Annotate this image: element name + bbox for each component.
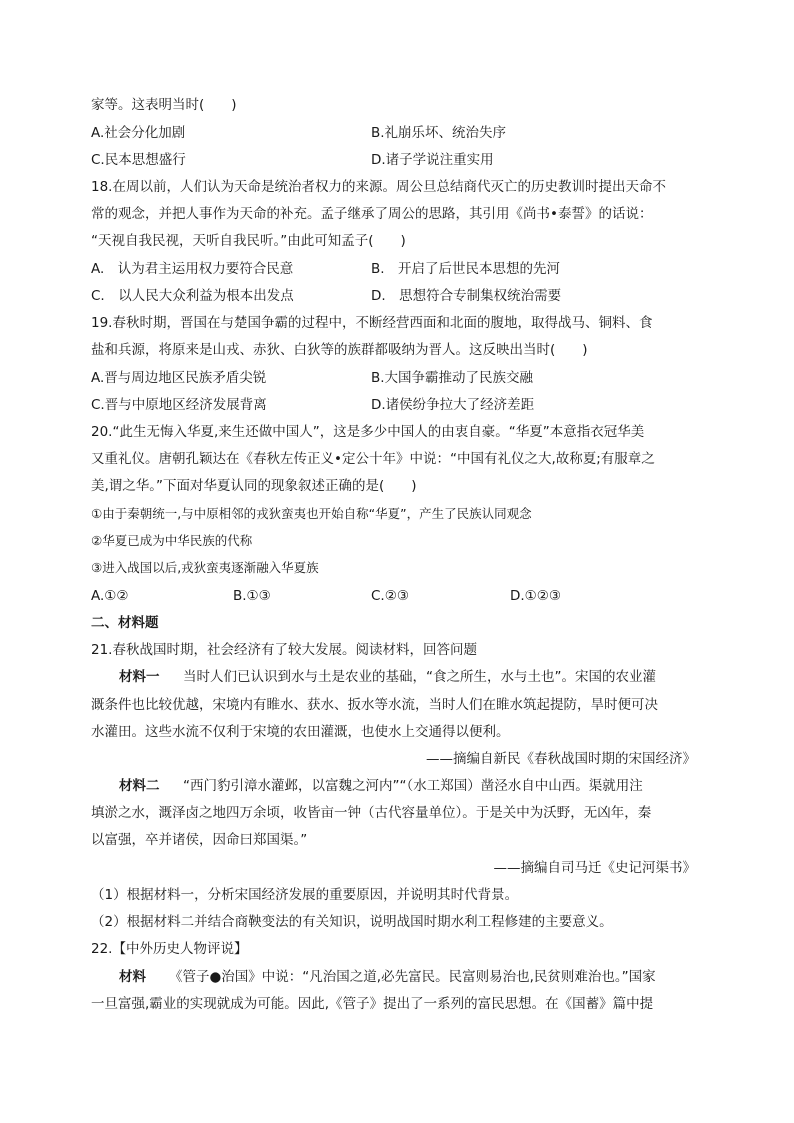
q18-option-a: A. 认为君主运用权力要符合民意 [91, 261, 294, 277]
q19-stem-line-1: 19.春秋时期，晋国在与楚国争霸的过程中，不断经营西面和北面的腹地，取得战马、铜料、食 [91, 315, 653, 331]
q19-option-a: A.晋与周边地区民族矛盾尖锐 [91, 370, 267, 386]
q18-stem-line-2: 常的观念，并把人事作为天命的补充。孟子继承了周公的思路，其引用《尚书•泰誓》的话说： [91, 206, 653, 222]
q20-stem-line-2: 又重礼仪。唐朝孔颖达在《春秋左传正义•定公十年》中说：“中国有礼仪之大,故称夏;有服章之 [91, 451, 655, 467]
q21-intro: 21.春秋战国时期，社会经济有了较大发展。阅读材料，回答问题 [91, 642, 477, 658]
q20-stem-line-3: 美,谓之华。”下面对华夏认同的现象叙述正确的是( ) [91, 478, 417, 494]
q21-material1-label: 材料一 [119, 669, 160, 685]
q20-option-d: D.①②③ [510, 588, 561, 604]
q19-option-c: C.晋与中原地区经济发展背离 [91, 397, 267, 413]
q17-option-b: B.礼崩乐坏、统治失序 [371, 125, 507, 141]
q21-material2-line-1: “西门豹引漳水灌邺，以富魏之河内”“（水工郑国）凿泾水自中山西。渠就用注 [183, 778, 643, 794]
q18-stem-line-1: 18.在周以前，人们认为天命是统治者权力的来源。周公旦总结商代灭亡的历史教训时提出天命不 [91, 179, 666, 195]
q20-option-b: B.①③ [233, 588, 271, 604]
q21-question-2: （2）根据材料二并结合商鞅变法的有关知识，说明战国时期水利工程修建的主要意义。 [91, 914, 613, 930]
q22-material-line-2: 一旦富强,霸业的实现就成为可能。因此,《管子》提出了一系列的富民思想。在《国蓄》篇中提 [91, 996, 654, 1012]
q19-stem-line-2: 盐和兵源，将原来是山戎、赤狄、白狄等的族群都吸纳为晋人。这反映出当时( ) [91, 342, 588, 358]
q21-question-1: （1）根据材料一，分析宋国经济发展的重要原因，并说明其时代背景。 [91, 887, 519, 903]
q21-material1-line-1: 当时人们已认识到水与土是农业的基础，“食之所生，水与土也”。宋国的农业灌 [183, 669, 656, 685]
q21-material2-label: 材料二 [119, 778, 160, 794]
q20-statement-2: ②华夏已成为中华民族的代称 [91, 533, 253, 548]
q22-material-label: 材料 [119, 969, 146, 985]
q18-option-d: D. 思想符合专制集权统治需要 [371, 288, 562, 304]
q21-material1-line-2: 溉条件也比较优越，宋境内有睢水、获水、扳水等水流，当时人们在睢水筑起提防，旱时便可决 [91, 697, 658, 713]
q21-material2-line-3: 以富强，卒并诸侯，因命曰郑国渠。” [91, 832, 308, 848]
q22-title: 22.【中外历史人物评说】 [91, 941, 248, 957]
q18-option-c: C. 以人民大众利益为根本出发点 [91, 288, 294, 304]
q17-option-d: D.诸子学说注重实用 [371, 152, 494, 168]
q21-material2-line-2: 填淤之水，溉泽卤之地四万余顷，收皆亩一钟（古代容量单位）。于是关中为沃野，无凶年，秦 [91, 805, 652, 821]
section-title: 二、材料题 [91, 615, 159, 631]
q20-stem-line-1: 20.“此生无悔入华夏,来生还做中国人”，这是多少中国人的由衷自豪。“华夏”本意指衣冠华美 [91, 424, 645, 440]
q20-option-a: A.①② [91, 588, 129, 604]
q17-option-a: A.社会分化加剧 [91, 125, 186, 141]
q20-statement-1: ①由于秦朝统一,与中原相邻的戎狄蛮夷也开始自称“华夏”，产生了民族认同观念 [91, 506, 532, 521]
q21-material1-source: ——摘编自新民《春秋战国时期的宋国经济》 [426, 751, 696, 767]
q17-stem-tail: 家等。这表明当时( ) [91, 97, 237, 113]
q22-material-line-1: 《管子●治国》中说：“凡治国之道,必先富民。民富则易治也,民贫则难治也。”国家 [169, 969, 656, 985]
q21-material1-line-3: 水灌田。这些水流不仅利于宋境的农田灌溉，也使水上交通得以便利。 [91, 724, 510, 740]
q20-statement-3: ③进入战国以后,戎狄蛮夷逐渐融入华夏族 [91, 560, 319, 575]
q18-stem-line-3: “天视自我民视，天听自我民听。”由此可知孟子( ) [91, 233, 406, 249]
q20-option-c: C.②③ [371, 588, 409, 604]
q19-option-d: D.诸侯纷争拉大了经济差距 [371, 397, 535, 413]
q19-option-b: B.大国争霸推动了民族交融 [371, 370, 534, 386]
q17-option-c: C.民本思想盛行 [91, 152, 186, 168]
q21-material2-source: ——摘编自司马迁《史记河渠书》 [493, 860, 696, 876]
q18-option-b: B. 开启了后世民本思想的先河 [371, 261, 561, 277]
